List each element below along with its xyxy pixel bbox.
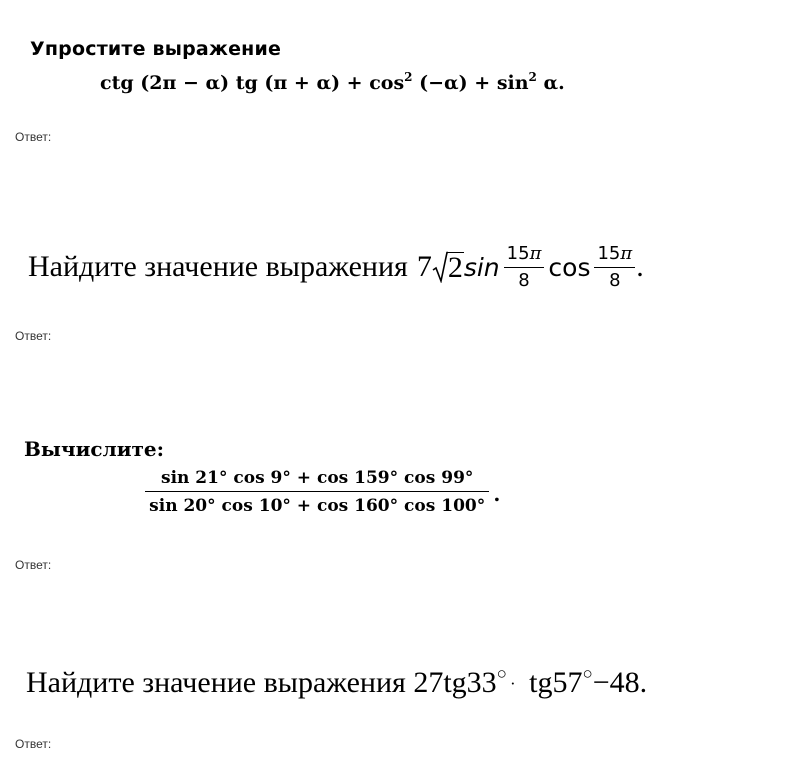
fraction-1-pi: π xyxy=(529,242,542,264)
task3-answer-label: Ответ: xyxy=(15,558,52,572)
task2-sin: sin xyxy=(463,252,500,282)
task2-radicand: 2 xyxy=(447,251,463,284)
fraction-1-numerator xyxy=(504,243,545,268)
task3-heading: Вычислите: xyxy=(24,437,165,461)
task1-expression xyxy=(100,70,565,94)
task4-text-b: tg57 xyxy=(521,666,583,699)
task4-answer-label: Ответ: xyxy=(15,737,52,751)
task3-denominator: sin 20° cos 10° + cos 160° cos 100° xyxy=(149,496,486,516)
task1-answer-label: Ответ: xyxy=(15,130,52,144)
fraction-1-denominator: 8 xyxy=(518,269,530,291)
sqrt-symbol xyxy=(432,251,464,283)
fraction-2-denominator: 8 xyxy=(609,269,621,291)
task1-expr-part-c: α. xyxy=(536,72,565,94)
task2-fraction-1 xyxy=(504,243,545,292)
task1-heading: Упростите выражение xyxy=(30,38,282,60)
task3-fraction-body xyxy=(145,468,489,516)
fraction-2-digits: 15 xyxy=(597,242,621,264)
task1-expr-part-a: ctg (2π − α) tg (π + α) + cos xyxy=(100,72,405,94)
task4-expression xyxy=(26,664,647,700)
task2-answer-label: Ответ: xyxy=(15,329,52,343)
multiply-dot: · xyxy=(509,674,516,693)
task2-coefficient: 7 xyxy=(416,250,432,283)
task2-lead-text: Найдите значение выражения xyxy=(28,250,408,283)
task2-expression xyxy=(28,236,644,298)
task4-text-a: Найдите значение выражения 27tg33 xyxy=(26,666,497,699)
task3-period: . xyxy=(493,482,501,506)
task2-cos: cos xyxy=(548,252,591,282)
task4-text-c: −48. xyxy=(592,666,648,699)
radical-sign-icon xyxy=(432,251,448,283)
degree-symbol-1: ○ xyxy=(496,664,507,683)
fraction-1-digits: 15 xyxy=(506,242,530,264)
fraction-2-pi: π xyxy=(620,242,633,264)
task3-numerator: sin 21° cos 9° + cos 159° cos 99° xyxy=(145,468,489,492)
task1-exponent-2: 2 xyxy=(528,70,537,84)
task2-fraction-2 xyxy=(594,243,635,292)
task3-fraction xyxy=(145,468,500,516)
fraction-2-numerator xyxy=(594,243,635,268)
task1-exponent-1: 2 xyxy=(404,70,413,84)
task1-expr-part-b: (−α) + sin xyxy=(412,72,529,94)
degree-symbol-2: ○ xyxy=(582,664,593,683)
task2-period: . xyxy=(636,250,644,283)
